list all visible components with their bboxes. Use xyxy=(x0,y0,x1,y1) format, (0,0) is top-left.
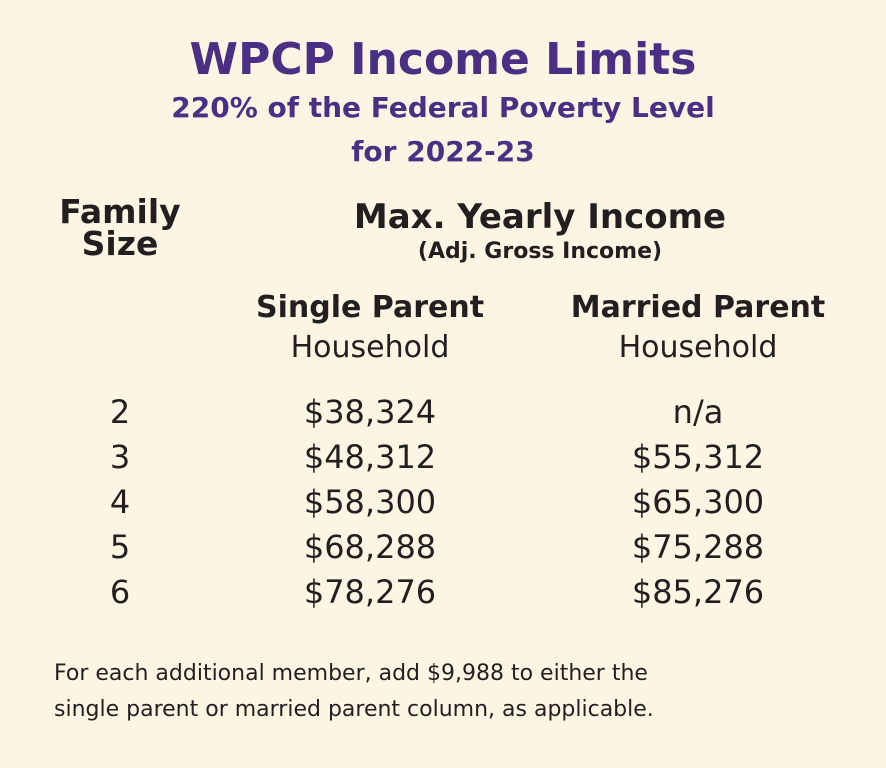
family-size-header xyxy=(40,192,200,263)
single-parent-cell: $38,324 xyxy=(303,393,437,431)
subtitle-line-2: for 2022-23 xyxy=(351,135,535,168)
married-parent-header-line-1: Married Parent xyxy=(570,290,826,325)
family-size-cell: 6 xyxy=(109,573,131,611)
family-size-cell: 3 xyxy=(109,438,131,476)
adj-gross-income-header: (Adj. Gross Income) xyxy=(417,239,663,264)
married-parent-header-line-2: Household xyxy=(618,330,778,365)
income-table xyxy=(0,390,886,615)
footnote-line-2: single parent or married parent column, as applicable. xyxy=(54,697,654,722)
family-size-cell: 2 xyxy=(109,393,131,431)
single-parent-header-line-1: Single Parent xyxy=(255,290,485,325)
footnote-line-1: For each additional member, add $9,988 to either the xyxy=(54,661,648,686)
married-parent-cell: $55,312 xyxy=(631,438,765,476)
family-size-header-line-2: Size xyxy=(81,224,159,263)
table-row xyxy=(0,570,886,615)
single-parent-cell: $48,312 xyxy=(303,438,437,476)
single-parent-cell: $68,288 xyxy=(303,528,437,566)
table-row xyxy=(0,435,886,480)
married-parent-cell: $75,288 xyxy=(631,528,765,566)
married-parent-column-header xyxy=(538,288,858,368)
table-row xyxy=(0,525,886,570)
single-parent-column-header xyxy=(210,288,530,368)
family-size-header-line-1: Family xyxy=(59,192,181,231)
page-title: WPCP Income Limits xyxy=(189,34,697,85)
married-parent-cell: $85,276 xyxy=(631,573,765,611)
family-size-cell: 4 xyxy=(109,483,131,521)
single-parent-cell: $78,276 xyxy=(303,573,437,611)
married-parent-cell: $65,300 xyxy=(631,483,765,521)
footnote xyxy=(54,656,854,728)
family-size-cell: 5 xyxy=(109,528,131,566)
table-row xyxy=(0,390,886,435)
subtitle-line-1: 220% of the Federal Poverty Level xyxy=(171,91,715,124)
married-parent-cell: n/a xyxy=(672,393,724,431)
table-row xyxy=(0,480,886,525)
max-income-header: Max. Yearly Income xyxy=(353,197,727,237)
single-parent-cell: $58,300 xyxy=(303,483,437,521)
single-parent-header-line-2: Household xyxy=(290,330,450,365)
